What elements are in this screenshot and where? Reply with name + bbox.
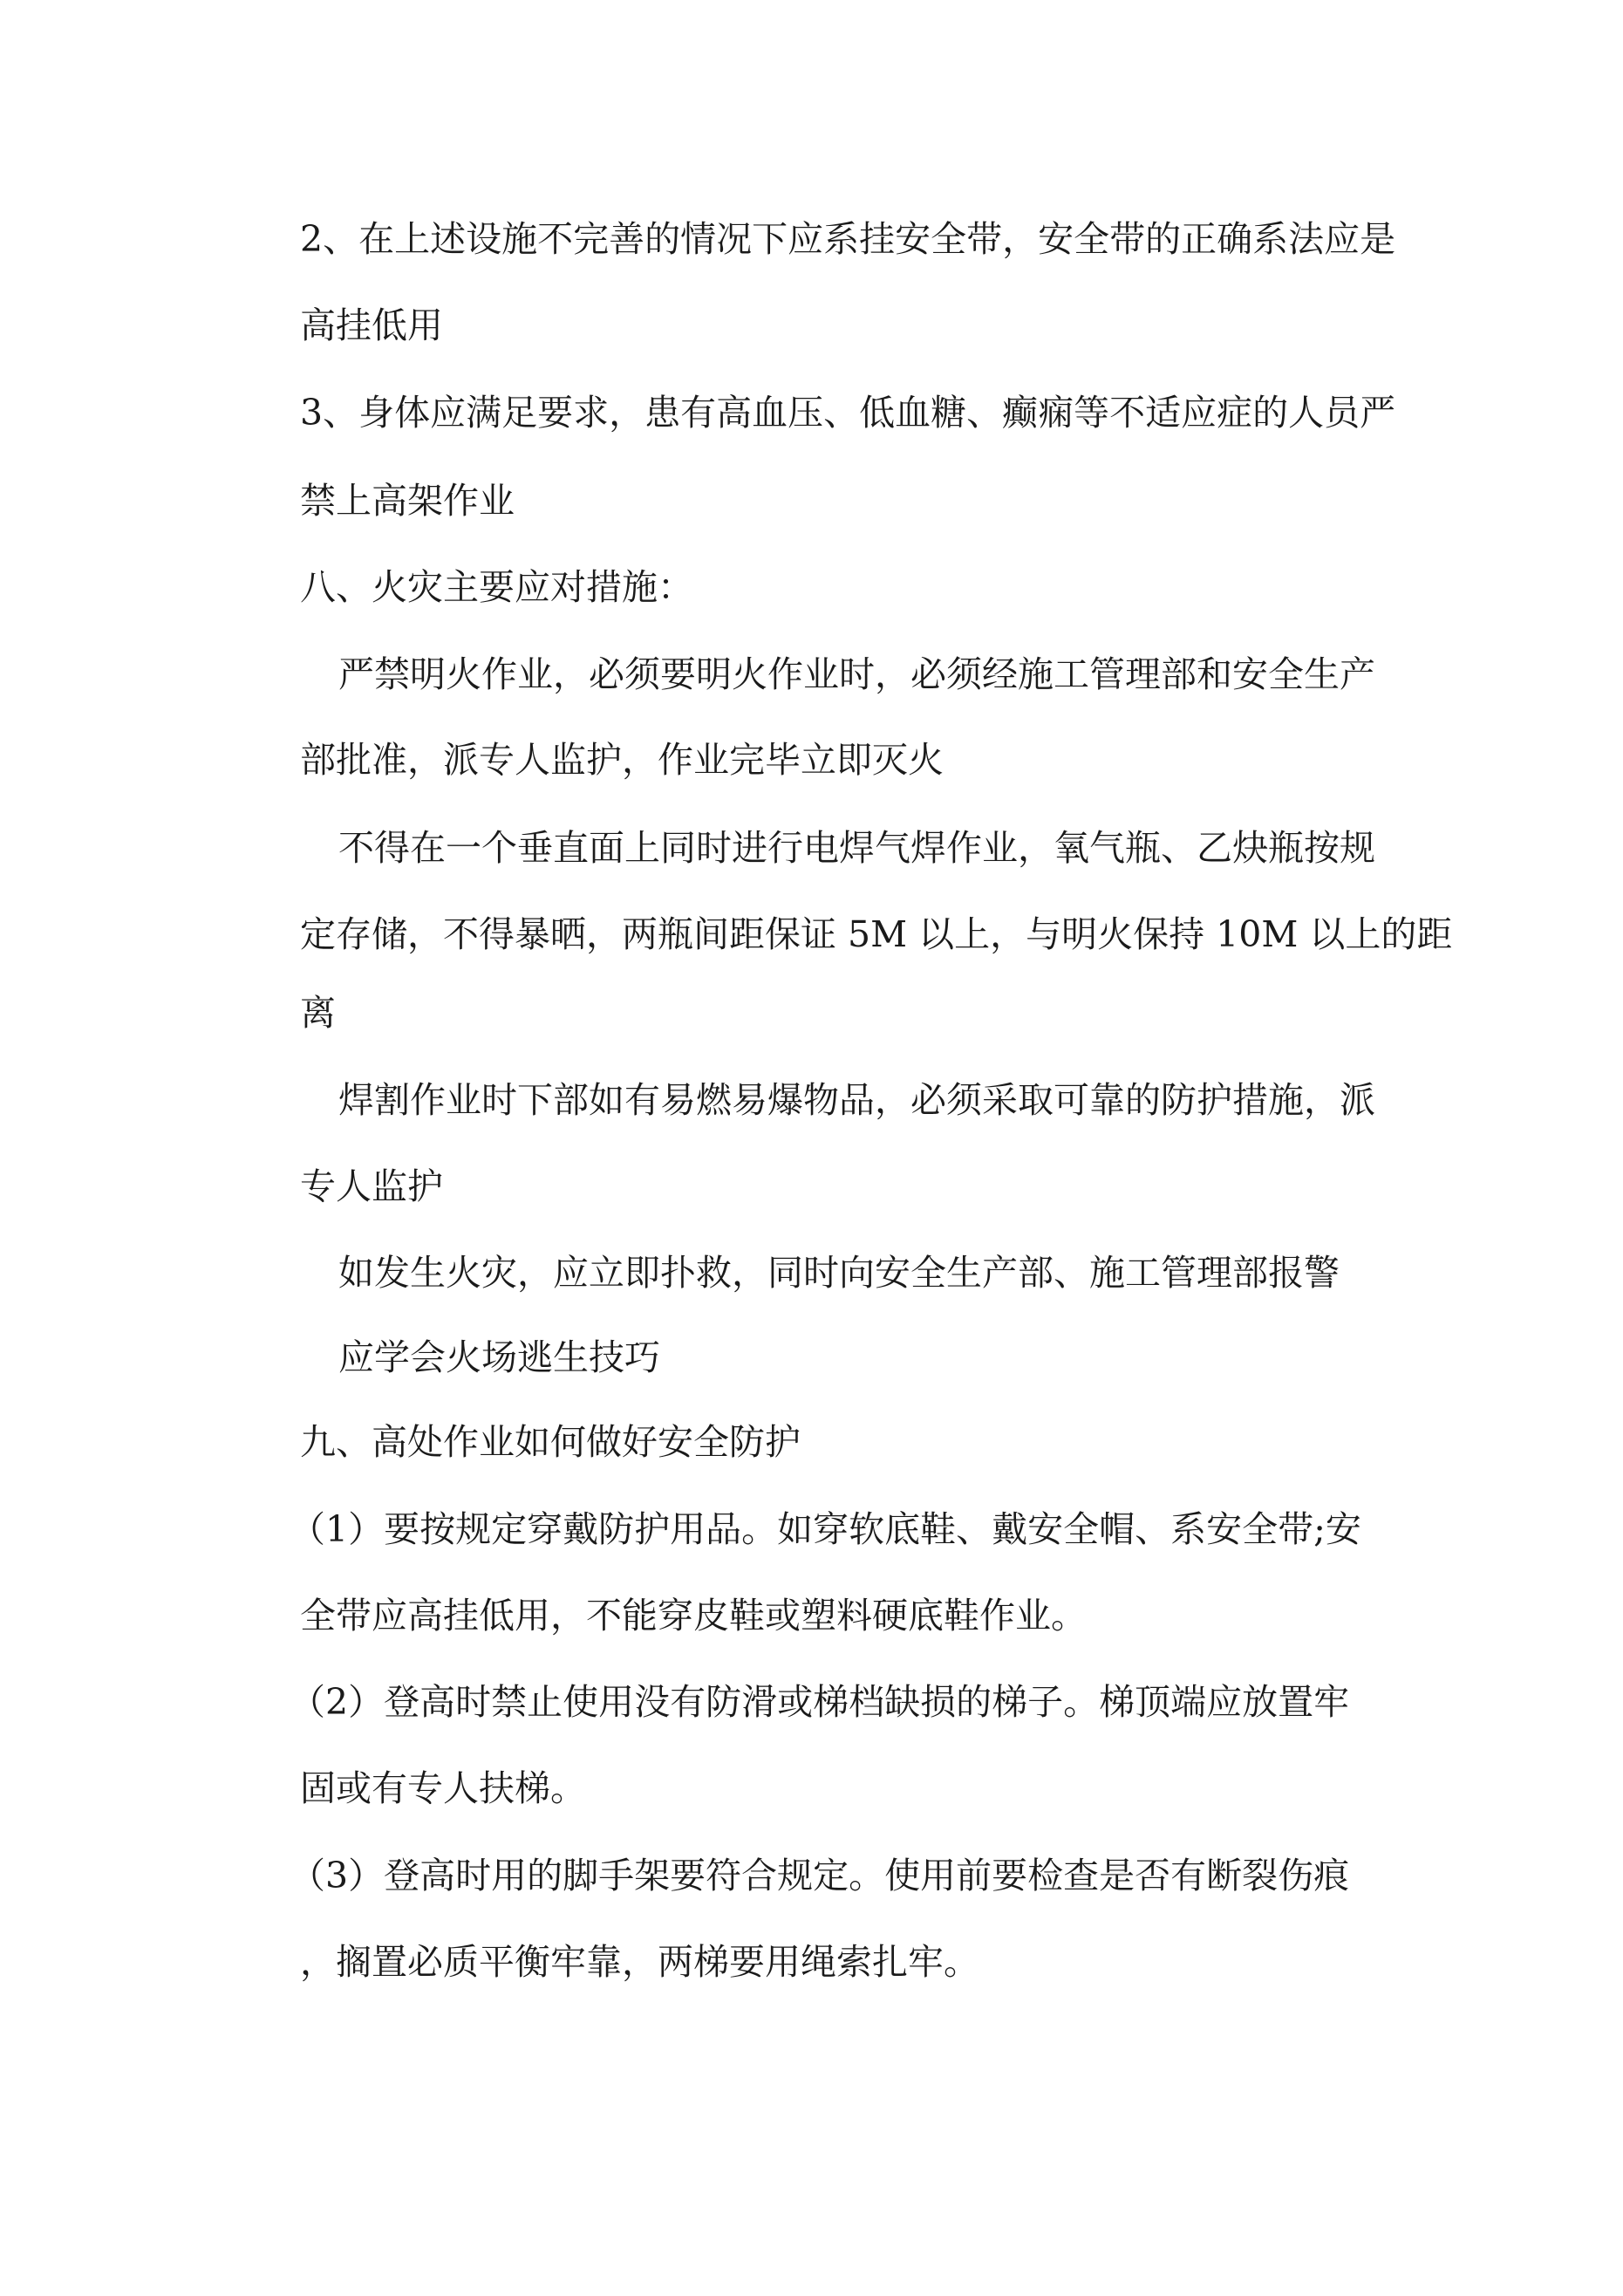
text-line: 不得在一个垂直面上同时进行电焊气焊作业，氧气瓶、乙炔瓶按规 xyxy=(338,827,1375,869)
text-line: 应学会火场逃生技巧 xyxy=(338,1336,660,1378)
section-heading: 八、火灾主要应对措施： xyxy=(300,566,693,608)
text-line: 定存储，不得暴晒，两瓶间距保证 5M 以上，与明火保持 10M 以上的距 xyxy=(300,913,1453,955)
text-line: 如发生火灾，应立即扑救，同时向安全生产部、施工管理部报警 xyxy=(338,1252,1340,1294)
text-line: （3）登高时用的脚手架要符合规定。使用前要检查是否有断裂伤痕 xyxy=(290,1855,1350,1896)
text-line: 禁上高架作业 xyxy=(300,480,515,522)
text-line: 高挂低用 xyxy=(300,304,443,346)
text-line: 部批准，派专人监护，作业完毕立即灭火 xyxy=(300,739,944,781)
text-line: 严禁明火作业，必须要明火作业时，必须经施工管理部和安全生产 xyxy=(338,653,1375,695)
text-line: 焊割作业时下部如有易燃易爆物品，必须采取可靠的防护措施，派 xyxy=(338,1079,1375,1121)
section-heading: 九、高处作业如何做好安全防护 xyxy=(300,1421,801,1463)
text-line: 2、在上述设施不完善的情况下应系挂安全带，安全带的正确系法应是 xyxy=(300,218,1396,260)
text-line: ，搁置必质平衡牢靠，两梯要用绳索扎牢。 xyxy=(300,1941,979,1983)
text-line: （1）要按规定穿戴防护用品。如穿软底鞋、戴安全帽、系安全带;安 xyxy=(290,1508,1361,1550)
text-line: 全带应高挂低用，不能穿皮鞋或塑料硬底鞋作业。 xyxy=(300,1595,1087,1637)
text-line: 固或有专人扶梯。 xyxy=(300,1767,586,1809)
text-line: （2）登高时禁止使用没有防滑或梯档缺损的梯子。梯顶端应放置牢 xyxy=(290,1681,1350,1723)
text-line: 专人监护 xyxy=(300,1165,443,1207)
text-line: 3、身体应满足要求，患有高血压、低血糖、癫痫等不适应症的人员严 xyxy=(300,392,1396,434)
text-line: 离 xyxy=(300,992,336,1034)
